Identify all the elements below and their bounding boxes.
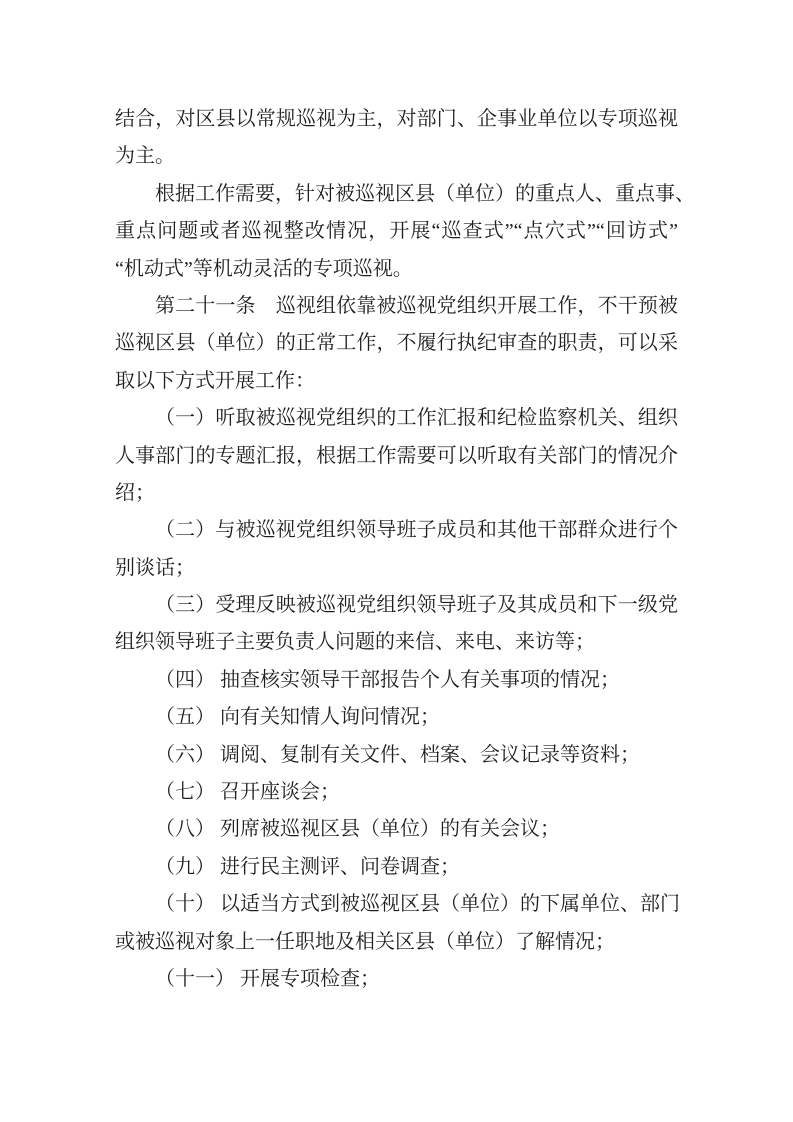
text-line: （五） 向有关知情人询问情况； (155, 706, 440, 729)
text-line: （六） 调阅、复制有关文件、档案、会议记录等资料； (155, 743, 640, 766)
text-line: 人事部门的专题汇报，根据工作需要可以听取有关部门的情况介 (115, 444, 678, 467)
text-line: “机动式”等机动灵活的专项巡视。 (115, 257, 413, 280)
text-line: （七） 召开座谈会； (155, 781, 340, 804)
text-line: 组织领导班子主要负责人问题的来信、来电、来访等； (115, 631, 595, 654)
text-line: 取以下方式开展工作： (115, 369, 315, 392)
text-line: （十） 以适当方式到被巡视区县（单位）的下属单位、部门 (155, 893, 680, 916)
text-line: 巡视区县（单位）的正常工作，不履行执纪审查的职责，可以采 (115, 332, 678, 355)
text-line: 结合，对区县以常规巡视为主，对部门、企事业单位以专项巡视 (115, 108, 678, 130)
text-line: （九） 进行民主测评、问卷调查； (155, 855, 460, 878)
text-line: （三）受理反映被巡视党组织领导班子及其成员和下一级党 (155, 594, 678, 617)
text-line: 为主。 (115, 145, 175, 168)
text-line: 绍； (115, 481, 155, 504)
text-line: 别谈话； (115, 556, 195, 579)
text-line: （一）听取被巡视党组织的工作汇报和纪检监察机关、组织 (155, 407, 678, 430)
document-text-block (115, 101, 695, 998)
text-line: 根据工作需要，针对被巡视区县（单位）的重点人、重点事、 (155, 182, 695, 205)
text-line: （八） 列席被巡视区县（单位）的有关会议； (155, 818, 560, 841)
text-line: （四） 抽查核实领导干部报告个人有关事项的情况； (155, 668, 620, 691)
text-line: 第二十一条 巡视组依靠被巡视党组织开展工作，不干预被 (155, 294, 678, 317)
text-line: （十一） 开展专项检查； (155, 967, 380, 990)
text-line: 或被巡视对象上一任职地及相关区县（单位）了解情况； (115, 930, 615, 953)
text-line: 重点问题或者巡视整改情况，开展“巡查式”“点穴式”“回访式” (115, 220, 678, 243)
text-line: （二）与被巡视党组织领导班子成员和其他干部群众进行个 (155, 519, 678, 542)
